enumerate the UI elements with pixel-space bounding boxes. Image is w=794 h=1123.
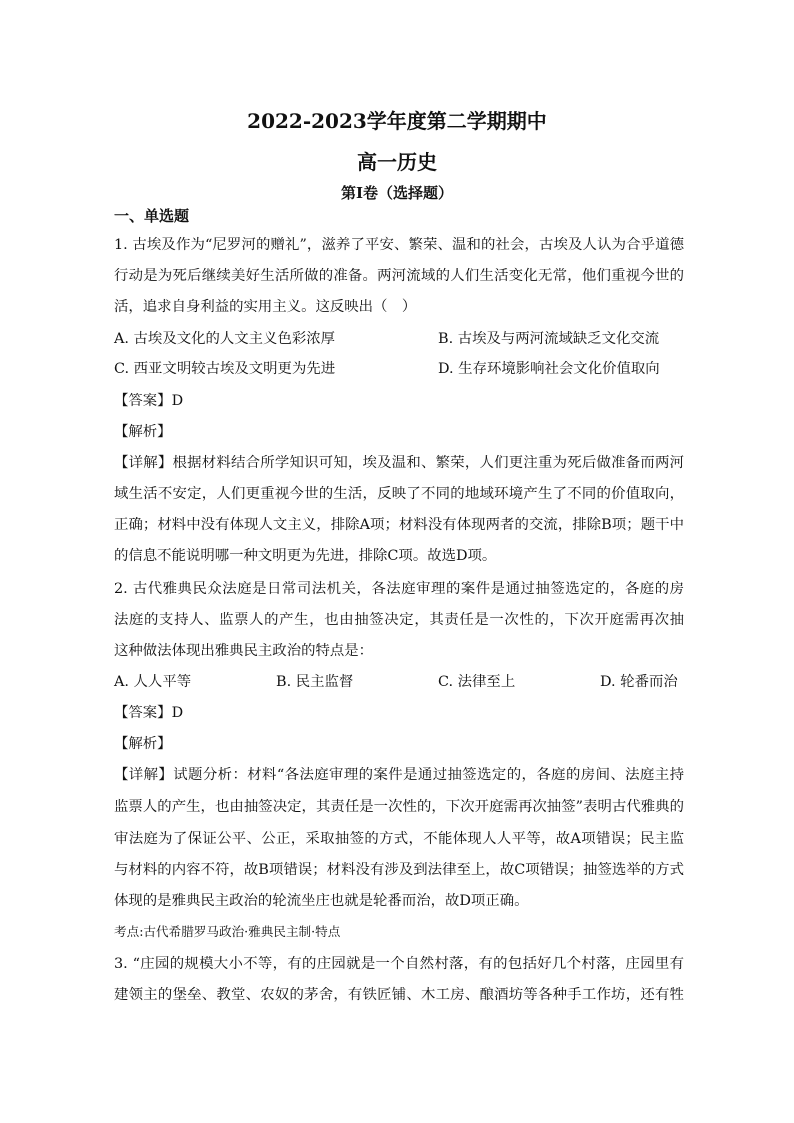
q1-stem-line: 行动是为死后继续美好生活所做的准备。两河流域的人们生活变化无常，他们重视今世的 xyxy=(114,268,684,284)
q2-option-b: B. 民主监督 xyxy=(276,674,354,690)
q2-option-d: D. 轮番而治 xyxy=(600,674,678,690)
q2-detail-line: 【详解】试题分析：材料“各法庭审理的案件是通过抽签选定的，各庭的房间、法庭主持 xyxy=(114,767,684,783)
q2-detail-line: 体现的是雅典民主政治的轮流坐庄也就是轮番而治，故D项正确。 xyxy=(114,893,529,909)
q1-option-c: C. 西亚文明较古埃及文明更为先进 xyxy=(114,361,336,377)
q2-option-c: C. 法律至上 xyxy=(438,674,516,690)
q1-option-b: B. 古埃及与两河流域缺乏文化交流 xyxy=(438,331,660,347)
volume-heading: 第Ⅰ卷（选择题） xyxy=(340,184,454,202)
q3-stem-line: 3. “庄园的规模大小不等，有的庄园就是一个自然村落，有的包括好几个村落，庄园里有 xyxy=(114,956,684,972)
q2-stem-line: 法庭的支持人、监票人的产生，也由抽签决定，其责任是一次性的，下次开庭需再次抽 xyxy=(114,612,684,628)
q1-detail-line: 域生活不安定，人们更重视今世的生活，反映了不同的地域环境产生了不同的价值取向， xyxy=(114,486,684,502)
q1-analysis-label: 【解析】 xyxy=(114,424,172,440)
q1-option-d: D. 生存环境影响社会文化价值取向 xyxy=(438,361,660,377)
q1-detail-line: 的信息不能说明哪一种文明更为先进，排除C项。故选D项。 xyxy=(114,548,497,564)
exam-subject: 高一历史 xyxy=(357,150,437,174)
q1-detail-line: 正确；材料中没有体现人文主义，排除A项；材料没有体现两者的交流，排除B项；题干中 xyxy=(114,517,684,533)
section-heading: 一、单选题 xyxy=(114,207,190,225)
q2-detail-line: 监票人的产生，也由抽签决定，其责任是一次性的，下次开庭需再次抽签”表明古代雅典的 xyxy=(114,799,684,815)
q1-option-a: A. 古埃及文化的人文主义色彩浓厚 xyxy=(114,331,336,347)
q2-analysis-label: 【解析】 xyxy=(114,736,172,752)
q2-answer: 【答案】D xyxy=(114,705,184,721)
q2-stem-line: 这种做法体现出雅典民主政治的特点是： xyxy=(114,643,374,659)
q2-detail-line: 与材料的内容不符，故B项错误；材料没有涉及到法律至上，故C项错误；抽签选举的方式 xyxy=(114,862,684,878)
q2-option-a: A. 人人平等 xyxy=(114,674,192,690)
q1-answer: 【答案】D xyxy=(114,393,184,409)
q2-stem-line: 2. 古代雅典民众法庭是日常司法机关，各法庭审理的案件是通过抽签选定的，各庭的房 xyxy=(114,581,684,597)
q1-stem-line: 活，追求自身利益的实用主义。这反映出（ ） xyxy=(114,299,417,315)
q2-detail-line: 审法庭为了保证公平、公正，采取抽签的方式，不能体现人人平等，故A项错误；民主监 xyxy=(114,831,684,847)
q1-stem-line: 1. 古埃及作为“尼罗河的赠礼”，滋养了平安、繁荣、温和的社会，古埃及人认为合乎道德 xyxy=(114,237,684,253)
q3-stem-line: 建领主的堡垒、教堂、农奴的茅舍，有铁匠铺、木工房、酿酒坊等各种手工作坊，还有牲 xyxy=(114,987,684,1003)
q2-kaodian: 考点:古代希腊罗马政治·雅典民主制·特点 xyxy=(114,924,341,939)
q1-detail-line: 【详解】根据材料结合所学知识可知，埃及温和、繁荣，人们更注重为死后做准备而两河 xyxy=(114,455,684,471)
exam-title: 2022-2023学年度第二学期期中 xyxy=(247,109,547,133)
